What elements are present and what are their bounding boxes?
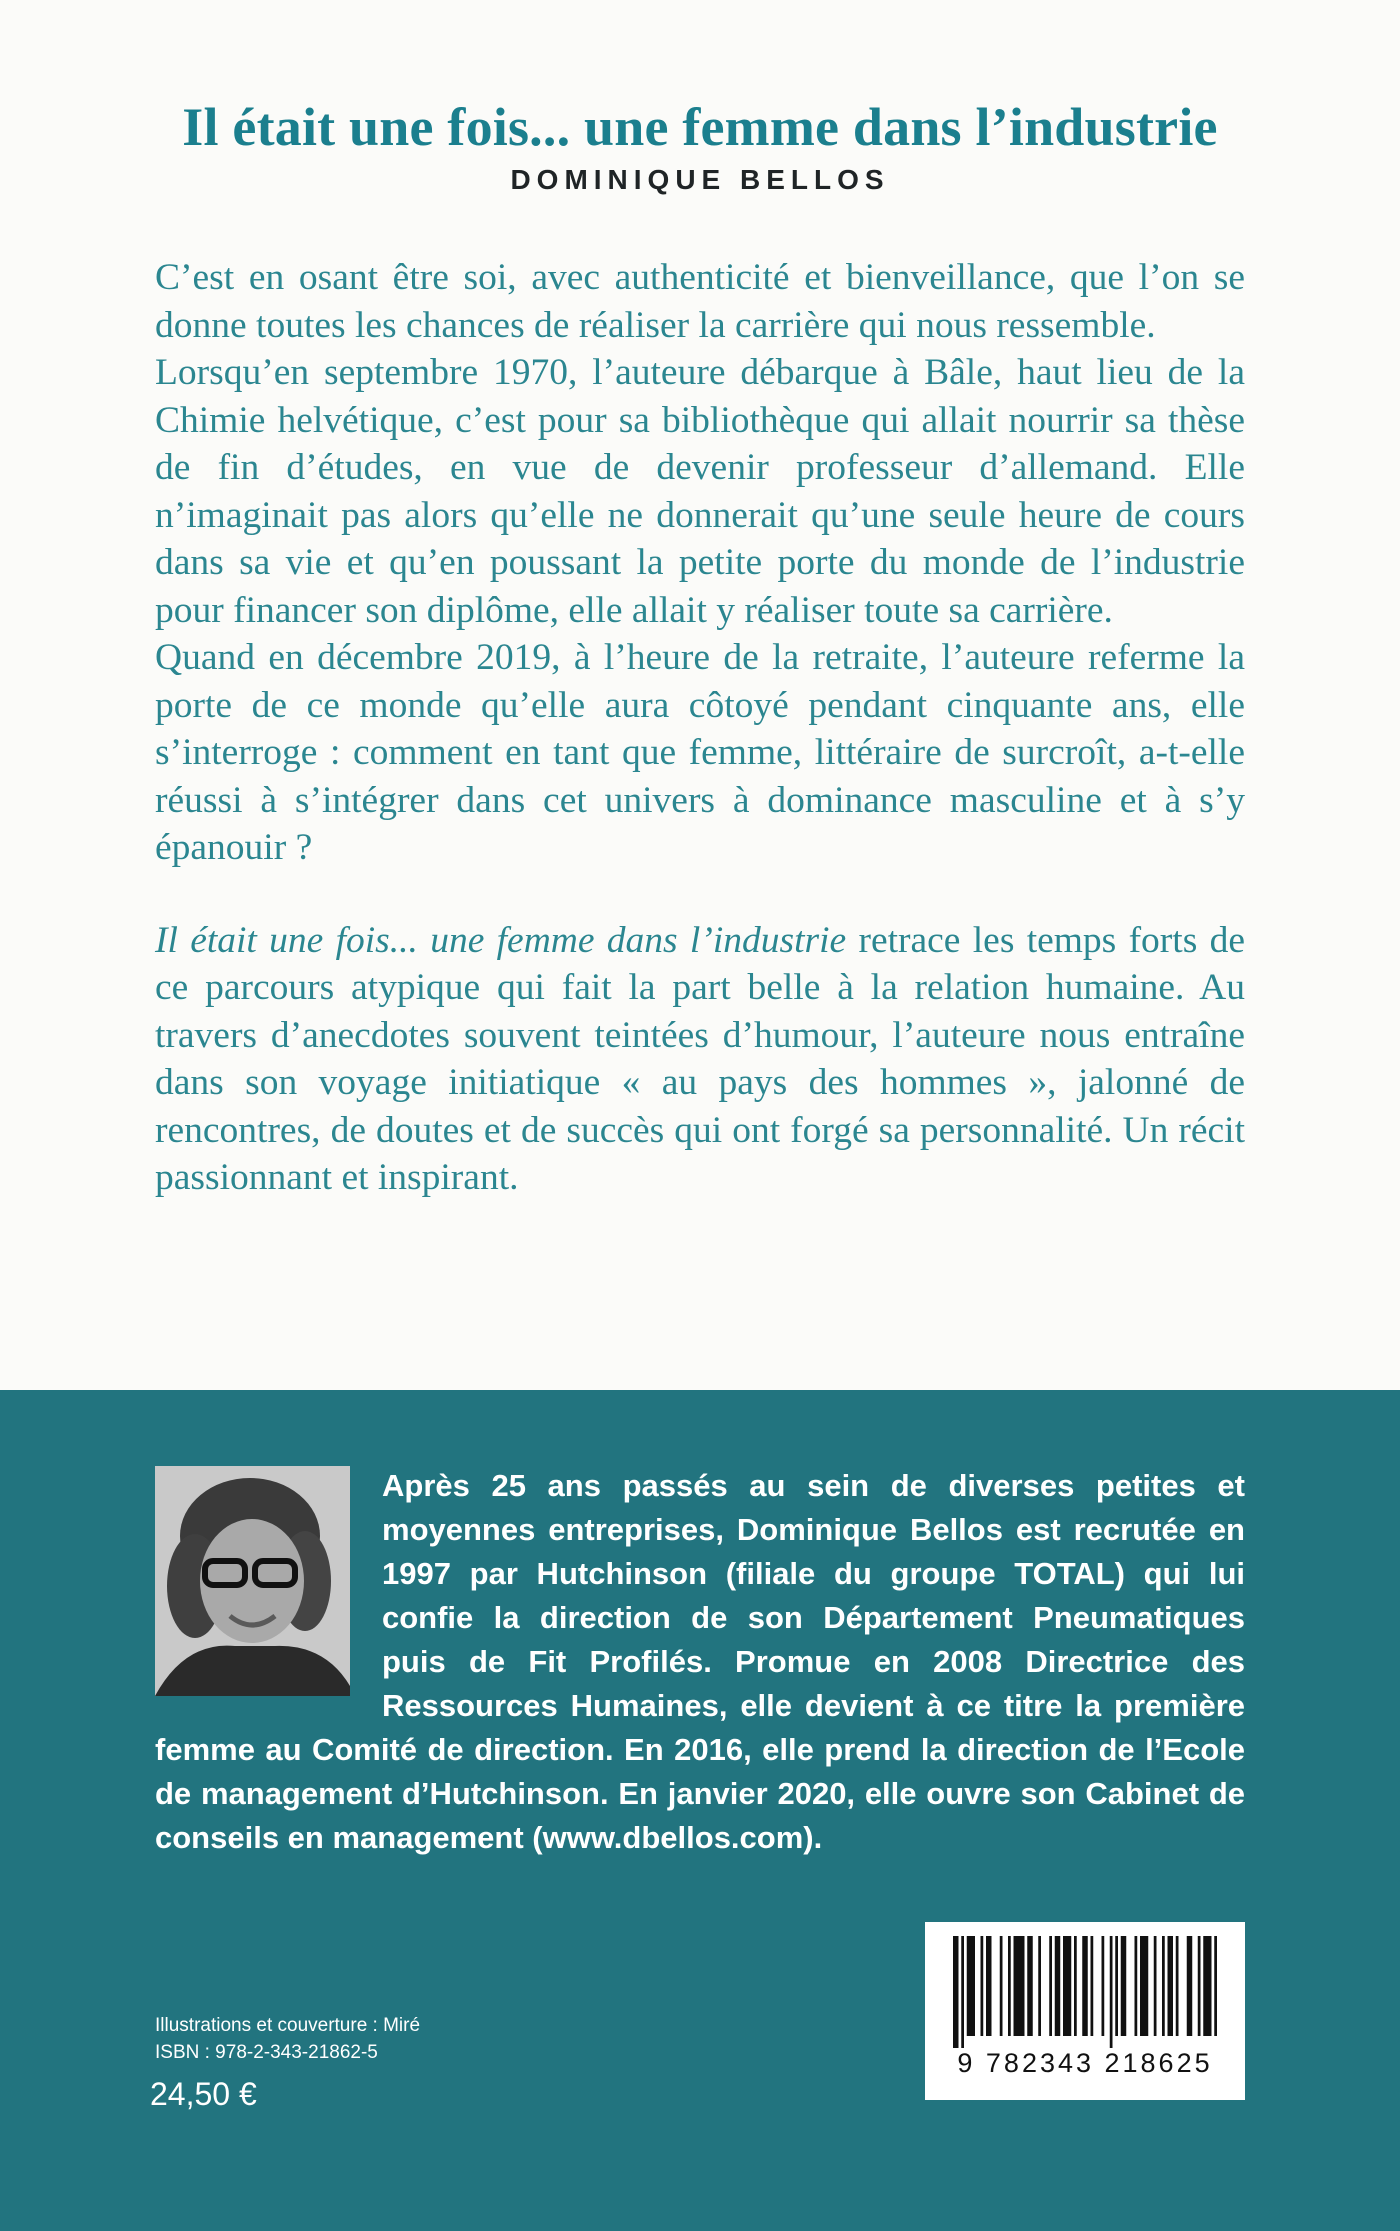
author-name: DOMINIQUE BELLOS — [510, 164, 890, 195]
author-bio-text: Après 25 ans passés au sein de diverses petites et moyennes entreprises, Dominique Bellos est recrutée en 1997 par Hutchinson (filiale du groupe TOTAL) qui lui confie la direction de son Département Pneumatiques puis de Fit Profilés. Promue en 2008 Directrice des Ressources Humaines, elle devient à ce titre la première femme au Comité de direction. En 2016, elle prend la direction de l’Ecole de management d’Hutchinson. En janvier 2020, elle ouvre son Cabinet de conseils en management (www.dbellos.com). — [155, 1468, 1245, 1855]
illustrations-credit: Illustrations et couverture : Miré — [155, 2015, 421, 2036]
barcode-bar — [981, 1936, 984, 2036]
barcode-bar — [1140, 1936, 1148, 2036]
barcode-bar — [1008, 1936, 1011, 2036]
barcode-bar — [1198, 1936, 1201, 2036]
barcode-bar — [1115, 1936, 1118, 2036]
barcode-bar — [1049, 1936, 1052, 2036]
photo-spacer — [155, 1464, 382, 1694]
isbn-number: ISBN : 978-2-343-21862-5 — [155, 2042, 378, 2063]
barcode-bar — [1214, 1936, 1217, 2036]
barcode-bar — [1135, 1936, 1138, 2036]
barcode-bar — [1121, 1936, 1127, 2036]
barcode-bar — [1014, 1936, 1025, 2036]
barcode-bar — [1082, 1936, 1088, 2036]
barcode-bar — [1168, 1936, 1174, 2036]
book-blurb — [155, 254, 1245, 1202]
book-title: Il était une fois... une femme dans l’industrie — [182, 97, 1218, 157]
barcode-bar — [1176, 1936, 1179, 2036]
barcode-bar — [1000, 1936, 1003, 2036]
blurb-paragraph-3: Quand en décembre 2019, à l’heure de la retraite, l’auteure referme la porte de ce monde qu’elle aura côtoyé pendant cinquante ans, elle s’interroge : comment en tant que femme, littéraire de surcroît, a-t-elle réussi à s’intégrer dans cet univers à dominance masculine et à s’y épanouir ? — [155, 637, 1245, 868]
book-price: 24,50 € — [150, 2076, 257, 2112]
barcode-bar — [1074, 1936, 1077, 2036]
book-credits — [155, 2012, 420, 2066]
barcode-bar — [986, 1936, 992, 2036]
barcode-bar — [1102, 1936, 1105, 2036]
barcode-bar — [1187, 1936, 1193, 2036]
barcode-bar — [953, 1936, 959, 2048]
blurb-title-italic: Il était une fois... une femme dans l’industrie — [155, 919, 847, 961]
barcode-bar — [1027, 1936, 1033, 2036]
author-bio — [155, 1464, 1245, 1860]
barcode-bar — [1154, 1936, 1157, 2036]
blurb-paragraph-4 — [155, 917, 1245, 1202]
barcode-bar — [1055, 1936, 1061, 2036]
barcode-bar — [967, 1936, 975, 2036]
barcode-bar — [1091, 1936, 1094, 2036]
barcode-digits: 9 782343 218625 — [957, 2048, 1213, 2078]
barcode-bar — [1038, 1936, 1041, 2036]
barcode — [925, 1922, 1245, 2100]
blurb-paragraph-2: Lorsqu’en septembre 1970, l’auteure débarque à Bâle, haut lieu de la Chimie helvétique, c’est pour sa bibliothèque qui allait nourrir sa thèse de fin d’études, en vue de devenir professeur d’allemand. Elle n’imaginait pas alors qu’elle ne donnerait qu’une seule heure de cours dans sa vie et qu’en poussant la petite porte du monde de l’industrie pour financer son diplôme, elle allait y réaliser toute sa carrière. — [155, 352, 1245, 631]
barcode-bar — [1203, 1936, 1211, 2036]
barcode-bar — [1162, 1936, 1165, 2036]
barcode-bars — [943, 1936, 1227, 2048]
barcode-bar — [961, 1936, 964, 2048]
blurb-paragraph-1: C’est en osant être soi, avec authenticité et bienveillance, que l’on se donne toutes les chances de réaliser la carrière qui nous ressemble. — [155, 257, 1245, 346]
blurb-paragraph-4-rest: retrace les temps forts de ce parcours atypique qui fait la part belle à la relation humaine. Au travers d’anecdotes souvent teintées d’humour, l’auteure nous entraîne dans son voyage initiatique « au pays des hommes », jalonné de rencontres, de doutes et de succès qui ont forgé sa personnalité. Un récit passionnant et inspirant. — [155, 919, 1246, 1198]
barcode-bar — [1063, 1936, 1071, 2036]
barcode-bar — [1110, 1936, 1113, 2048]
